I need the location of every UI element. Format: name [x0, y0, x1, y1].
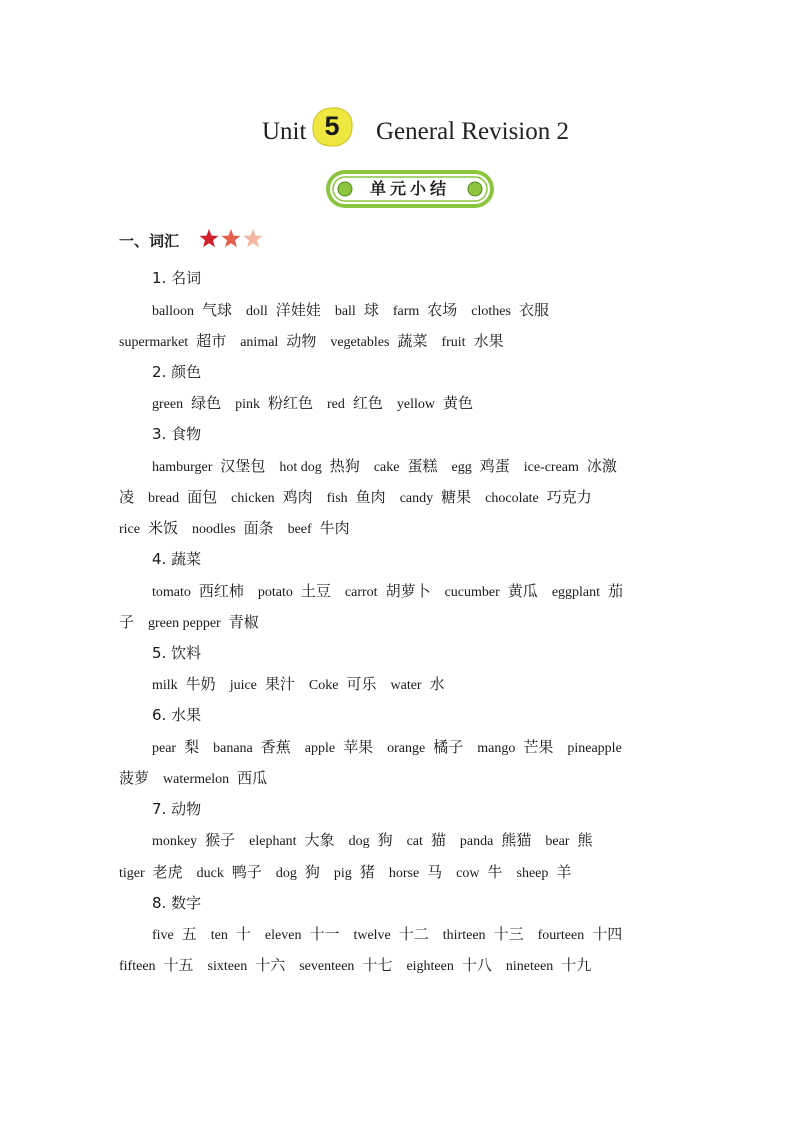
vocab-entry [538, 924, 623, 946]
english-word: hot dog [279, 460, 322, 475]
vocab-entry [148, 612, 259, 634]
chinese-translation: 梨 [184, 738, 200, 756]
english-word: banana [213, 741, 253, 756]
english-word: dog [275, 866, 297, 881]
vocab-entry [374, 456, 438, 478]
english-word: fruit [441, 335, 466, 350]
vocab-entry [152, 737, 199, 759]
chinese-translation: 鸡肉 [282, 488, 313, 506]
vocab-line [119, 612, 273, 634]
chinese-translation: 蛋糕 [407, 457, 438, 475]
unit-summary-label: 单元小结 [369, 179, 450, 198]
vocab-entry [327, 487, 386, 509]
vocab-entry [213, 737, 291, 759]
chinese-translation: 牛奶 [185, 675, 216, 693]
chinese-translation: 鸡蛋 [479, 457, 510, 475]
vocab-entry [471, 300, 549, 322]
english-word: monkey [152, 834, 198, 849]
english-word: potato [257, 585, 293, 600]
vocab-entry [391, 674, 445, 696]
english-word: sixteen [207, 959, 248, 974]
english-word: yellow [396, 397, 436, 412]
english-word: cow [456, 866, 480, 881]
chinese-translation: 十三 [493, 925, 524, 943]
chinese-translation: 糖果 [441, 488, 472, 506]
english-word: noodles [192, 522, 236, 537]
english-word: eleven [264, 928, 302, 943]
vocab-entry [235, 393, 313, 415]
chinese-translation: 五 [181, 925, 197, 943]
vocab-entry [309, 674, 377, 696]
vocab-entry [327, 393, 383, 415]
chinese-translation: 十六 [255, 956, 286, 974]
chinese-translation: 菠萝 [119, 769, 150, 787]
chinese-translation: 青椒 [228, 613, 259, 631]
chinese-translation: 洋娃娃 [275, 301, 321, 319]
chinese-translation: 芒果 [523, 738, 554, 756]
vocab-entry [231, 487, 313, 509]
chinese-translation: 冰激 [586, 457, 617, 475]
english-word: pig [333, 866, 352, 881]
vocab-entry [345, 581, 431, 603]
chinese-translation: 鸭子 [231, 863, 262, 881]
vocab-entry [119, 331, 226, 353]
vocab-entry [400, 487, 471, 509]
chinese-translation: 绿色 [191, 394, 222, 412]
chinese-translation: 黄瓜 [507, 582, 538, 600]
vocab-entry [443, 924, 524, 946]
english-word: candy [399, 491, 434, 506]
english-word: tomato [152, 585, 191, 600]
chinese-translation: 西瓜 [237, 769, 268, 787]
vocab-entry [119, 862, 183, 884]
english-word: cake [373, 460, 400, 475]
chinese-translation: 气球 [202, 301, 233, 319]
english-word: horse [388, 866, 420, 881]
star-empty-icon [244, 229, 263, 247]
vocab-entry [276, 862, 320, 884]
vocab-entry [152, 674, 216, 696]
english-word: twelve [353, 928, 391, 943]
vocab-entry [506, 955, 591, 977]
chinese-translation: 猫 [430, 831, 446, 849]
chinese-translation: 凌 [119, 488, 135, 506]
chinese-translation: 苹果 [343, 738, 374, 756]
vocab-entry [517, 862, 572, 884]
chinese-translation: 可乐 [346, 675, 377, 693]
english-word: red [327, 397, 345, 412]
vocab-line [119, 955, 605, 977]
chinese-translation: 鱼肉 [355, 488, 386, 506]
chinese-translation: 热狗 [329, 457, 360, 475]
chinese-translation: 球 [363, 301, 379, 319]
chinese-translation: 面条 [243, 519, 274, 537]
category-heading: 7. 动物 [152, 800, 202, 818]
english-word: sheep [516, 866, 549, 881]
vocab-entry [451, 456, 509, 478]
chinese-translation: 老虎 [152, 863, 183, 881]
english-word: rice [119, 522, 140, 537]
english-word: green pepper [148, 616, 221, 631]
english-word: fish [326, 491, 348, 506]
english-word: Coke [308, 678, 339, 693]
section-heading-vocabulary: 一、词汇 [119, 232, 180, 250]
category-heading: 5. 饮料 [152, 644, 202, 662]
difficulty-stars [198, 228, 264, 250]
english-word: beef [287, 522, 312, 537]
english-word: tiger [119, 866, 145, 881]
english-word: eggplant [551, 585, 601, 600]
vocab-entry [334, 862, 375, 884]
star-filled-icon [200, 229, 219, 247]
vocab-entry [305, 737, 373, 759]
vocab-entry [152, 456, 265, 478]
chinese-translation: 十 [235, 925, 251, 943]
vocab-entry [163, 768, 267, 790]
chinese-translation: 土豆 [300, 582, 331, 600]
vocab-entry [208, 955, 286, 977]
english-word: seventeen [299, 959, 355, 974]
vocab-entry [249, 830, 334, 852]
chinese-translation: 子 [119, 613, 135, 631]
english-word: hamburger [152, 460, 213, 475]
english-word: thirteen [442, 928, 486, 943]
vocab-entry [349, 830, 393, 852]
vocab-entry [119, 955, 194, 977]
vocab-entry [353, 924, 428, 946]
vocab-entry [407, 830, 446, 852]
vocab-line [152, 737, 644, 759]
vocab-entry [299, 955, 392, 977]
vocab-entry [152, 830, 235, 852]
vocab-entry [288, 518, 350, 540]
vocab-entry [389, 862, 442, 884]
vocab-entry [152, 581, 244, 603]
chinese-translation: 农场 [427, 301, 458, 319]
chinese-translation: 猪 [359, 863, 375, 881]
vocab-line [119, 862, 585, 884]
english-word: animal [240, 335, 279, 350]
english-word: bear [545, 834, 570, 849]
vocab-line [152, 581, 637, 603]
vocab-entry [240, 331, 316, 353]
vocab-line [119, 487, 606, 509]
vocab-entry [148, 487, 217, 509]
vocab-entry [545, 830, 592, 852]
vocab-entry [330, 331, 427, 353]
english-word: carrot [344, 585, 378, 600]
category-heading: 4. 蔬菜 [152, 550, 202, 568]
unit-title: General Revision 2 [376, 118, 570, 145]
chinese-translation: 橘子 [433, 738, 464, 756]
category-heading: 3. 食物 [152, 425, 202, 443]
chinese-translation: 红色 [352, 394, 383, 412]
chinese-translation: 巧克力 [546, 488, 592, 506]
english-word: orange [387, 741, 426, 756]
english-word: eighteen [406, 959, 454, 974]
chinese-translation: 粉红色 [268, 394, 314, 412]
english-word: balloon [152, 304, 194, 319]
vocab-entry [197, 862, 262, 884]
english-word: mango [477, 741, 516, 756]
vocab-line [152, 674, 459, 696]
vocab-entry [387, 737, 463, 759]
category-heading: 2. 颜色 [152, 363, 202, 381]
english-word: farm [392, 304, 420, 319]
vocab-entry [567, 739, 629, 759]
vocab-entry [152, 393, 221, 415]
category-heading: 8. 数字 [152, 894, 202, 912]
chinese-translation: 十九 [561, 956, 592, 974]
vocab-entry [397, 393, 473, 415]
vocab-entry [152, 300, 232, 322]
vocab-entry [119, 518, 178, 540]
english-word: fifteen [119, 959, 156, 974]
vocab-entry [230, 674, 295, 696]
english-word: green [152, 397, 184, 412]
chinese-translation: 黄色 [443, 394, 474, 412]
chinese-translation: 衣服 [518, 301, 549, 319]
chinese-translation: 汉堡包 [220, 457, 266, 475]
english-word: juice [229, 678, 257, 693]
vocab-entry [456, 862, 502, 884]
vocab-entry [335, 300, 379, 322]
chinese-translation: 西红柿 [198, 582, 244, 600]
english-word: duck [196, 866, 224, 881]
vocab-entry [119, 612, 134, 634]
english-word: milk [152, 678, 178, 693]
chinese-translation: 牛 [487, 863, 503, 881]
vocab-line [119, 518, 364, 540]
english-word: chocolate [485, 491, 539, 506]
english-word: cat [406, 834, 423, 849]
vocab-entry [192, 518, 274, 540]
english-word: pink [235, 397, 260, 412]
vocab-line [152, 924, 636, 946]
english-word: dog [348, 834, 370, 849]
chinese-translation: 熊猫 [501, 831, 532, 849]
chinese-translation: 十一 [309, 925, 340, 943]
english-word: watermelon [163, 772, 230, 787]
english-word: vegetables [330, 335, 390, 350]
english-word: ten [210, 928, 228, 943]
english-word: nineteen [505, 959, 554, 974]
vocab-line [152, 393, 487, 415]
star-filled-icon [222, 229, 241, 247]
english-word: elephant [249, 834, 297, 849]
english-word: egg [451, 460, 472, 475]
unit-label: Unit [262, 118, 307, 145]
chinese-translation: 米饭 [147, 519, 178, 537]
english-word: supermarket [119, 335, 189, 350]
vocab-entry [524, 456, 617, 478]
chinese-translation: 猴子 [205, 831, 236, 849]
english-word: five [152, 928, 174, 943]
chinese-translation: 香蕉 [260, 738, 291, 756]
chinese-translation: 牛肉 [319, 519, 350, 537]
chinese-translation: 熊 [577, 831, 593, 849]
chinese-translation: 面包 [187, 488, 218, 506]
chinese-translation: 狗 [377, 831, 393, 849]
chinese-translation: 大象 [304, 831, 335, 849]
chinese-translation: 十八 [461, 956, 492, 974]
chinese-translation: 十四 [592, 925, 623, 943]
english-word: clothes [471, 304, 511, 319]
chinese-translation: 果汁 [264, 675, 295, 693]
vocab-entry [119, 768, 149, 790]
category-heading: 6. 水果 [152, 706, 202, 724]
english-word: pear [152, 741, 177, 756]
vocab-line [152, 456, 631, 478]
english-word: doll [246, 304, 268, 319]
unit-number-badge [309, 105, 355, 151]
vocab-entry [246, 300, 321, 322]
english-word: bread [148, 491, 180, 506]
vocab-entry [460, 830, 531, 852]
chinese-translation: 茄 [608, 582, 624, 600]
english-word: panda [459, 834, 494, 849]
vocab-entry [477, 737, 553, 759]
vocab-line [152, 300, 563, 322]
vocab-line [119, 768, 281, 790]
vocab-line [119, 331, 518, 353]
vocab-entry [211, 924, 251, 946]
vocab-entry [552, 581, 623, 603]
chinese-translation: 马 [427, 863, 443, 881]
chinese-translation: 胡萝卜 [385, 582, 431, 600]
chinese-translation: 十二 [398, 925, 429, 943]
vocab-entry [119, 487, 134, 509]
english-word: chicken [231, 491, 275, 506]
chinese-translation: 蔬菜 [397, 332, 428, 350]
vocab-line [152, 830, 606, 852]
vocab-entry [485, 487, 592, 509]
chinese-translation: 十五 [163, 956, 194, 974]
chinese-translation: 狗 [304, 863, 320, 881]
chinese-translation: 水 [429, 675, 445, 693]
unit-number: 5 [324, 111, 340, 141]
vocab-entry [393, 300, 457, 322]
english-word: pineapple [567, 741, 622, 756]
vocab-entry [445, 581, 538, 603]
vocab-entry [406, 955, 491, 977]
star-rating-icon [198, 228, 264, 250]
vocab-entry [279, 456, 359, 478]
english-word: ball [334, 304, 356, 319]
unit-summary-banner [324, 168, 496, 210]
category-heading: 1. 名词 [152, 269, 202, 287]
chinese-translation: 十七 [362, 956, 393, 974]
english-word: fourteen [537, 928, 585, 943]
english-word: water [390, 678, 422, 693]
english-word: cucumber [444, 585, 500, 600]
vocab-entry [152, 924, 197, 946]
chinese-translation: 水果 [473, 332, 504, 350]
chinese-translation: 羊 [556, 863, 572, 881]
english-word: ice-cream [523, 460, 579, 475]
chinese-translation: 超市 [196, 332, 227, 350]
chinese-translation: 动物 [286, 332, 317, 350]
english-word: apple [304, 741, 336, 756]
vocab-entry [441, 331, 503, 353]
vocab-entry [265, 924, 340, 946]
vocab-entry [258, 581, 331, 603]
